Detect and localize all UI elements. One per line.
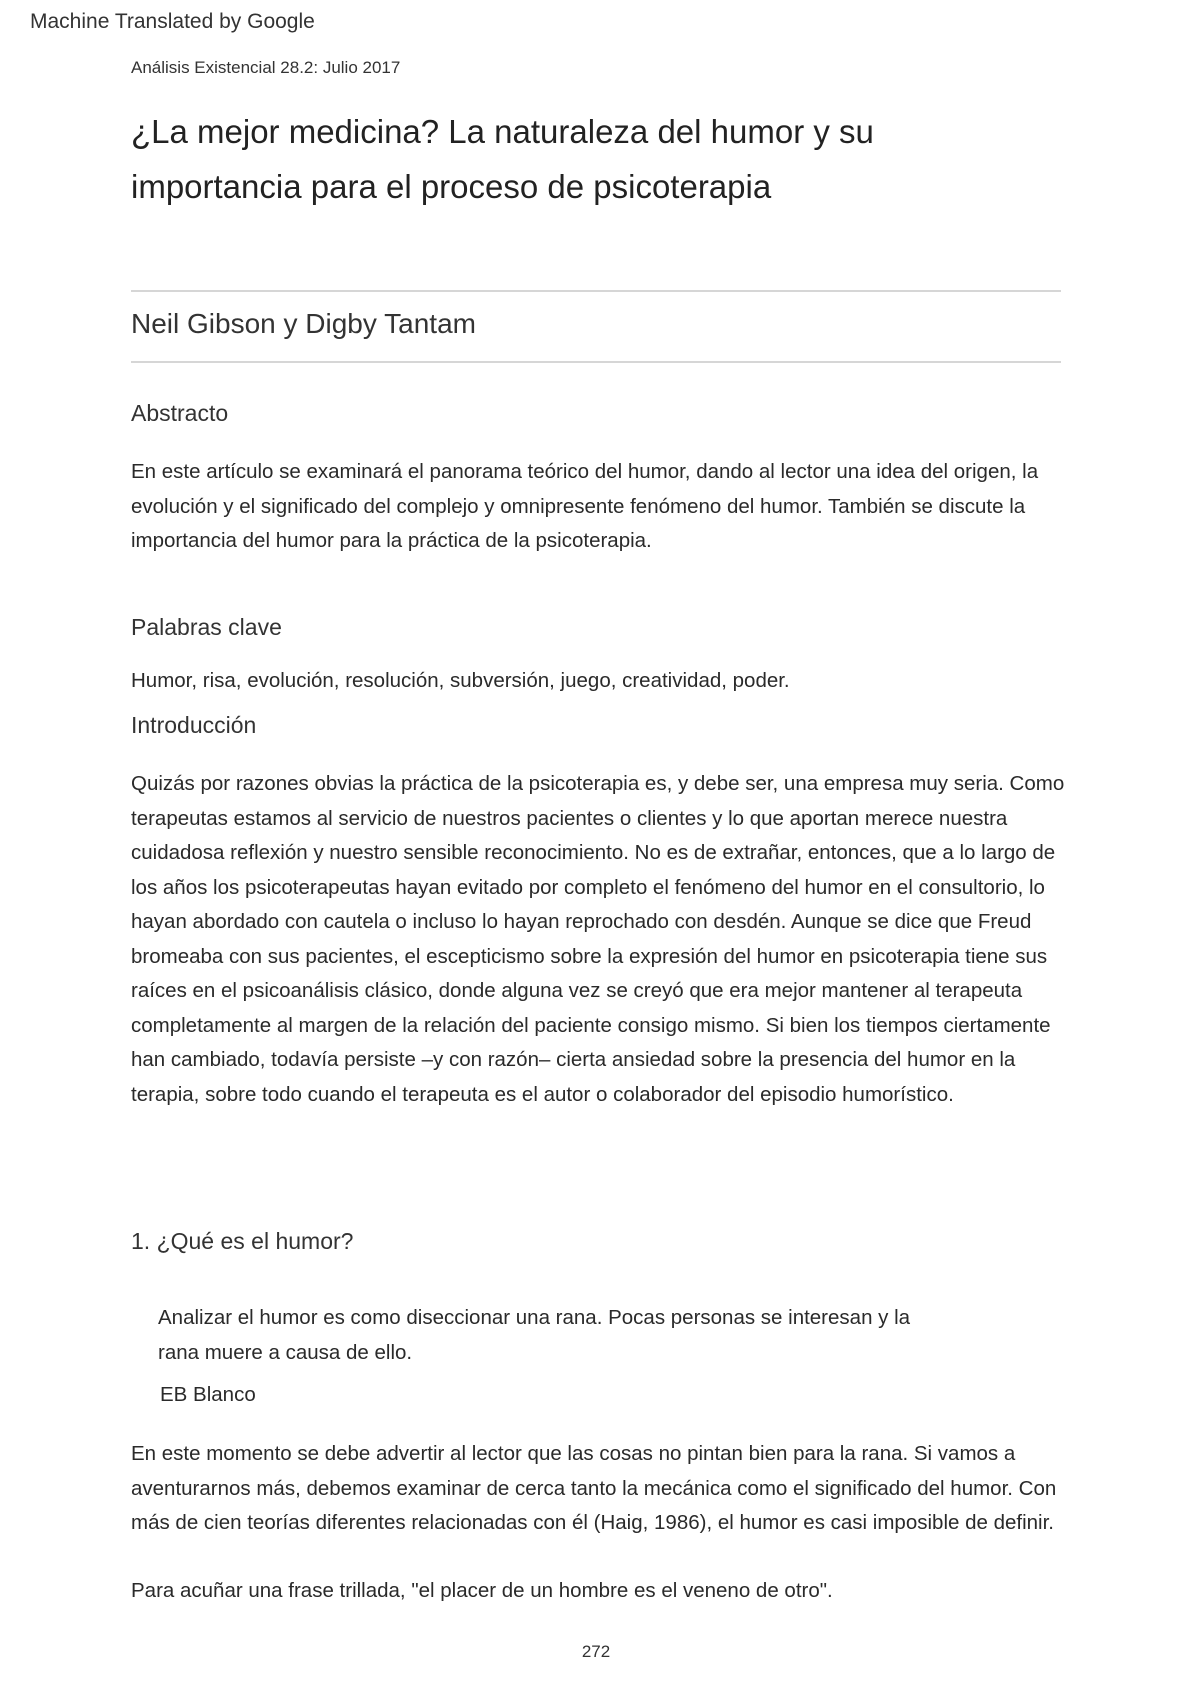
- epigraph-quote: Analizar el humor es como diseccionar una rana. Pocas personas se interesan y la rana muere a causa de ello.: [158, 1306, 911, 1364]
- journal-citation: Análisis Existencial 28.2: Julio 2017: [131, 58, 401, 77]
- section-1-heading: 1. ¿Qué es el humor?: [131, 1228, 354, 1254]
- abstract-text: En este artículo se examinará el panorama teórico del humor, dando al lector una idea del origen, la evolución y el significado del complejo y omnipresente fenómeno del humor. También se discute la importancia del humor para la práctica de la psicoterapia.: [131, 460, 1039, 552]
- paper-authors: Neil Gibson y Digby Tantam: [131, 308, 476, 339]
- authors-divider: [131, 361, 1061, 363]
- page-number: 272: [581, 1642, 611, 1661]
- machine-translation-watermark: Machine Translated by Google: [30, 10, 315, 33]
- keywords-heading: Palabras clave: [131, 614, 282, 640]
- abstract-heading: Abstracto: [131, 400, 229, 426]
- section-1-text: En este momento se debe advertir al lector que las cosas no pintan bien para la rana. Si vamos a aventurarnos más, debemos examinar de cerca tanto la mecánica como el significado del humor. Con más de cien teorías diferentes relacionadas con él (Haig, 1986), el humor es casi imposible de definir.: [131, 1442, 1057, 1534]
- introduction-text: Quizás por razones obvias la práctica de la psicoterapia es, y debe ser, una empresa muy seria. Como terapeutas estamos al servicio de nuestros pacientes o clientes y lo que aportan merece nuestra cuidadosa reflexión y nuestro sensible reconocimiento. No es de extrañar, entonces, que a lo largo de los años los psicoterapeutas hayan evitado por completo el fenómeno del humor en el consultorio, lo hayan abordado con cautela o incluso lo hayan reprochado con desdén. Aunque se dice que Freud bromeaba con sus pacientes, el escepticismo sobre la expresión del humor en psicoterapia tiene sus raíces en el psicoanálisis clásico, donde alguna vez se creyó que era mejor mantener al terapeuta completamente al margen de la relación del paciente consigo mismo. Si bien los tiempos ciertamente han cambiado, todavía persiste –y con razón– cierta ansiedad sobre la presencia del humor en la terapia, sobre todo cuando el terapeuta es el autor o colaborador del episodio humorístico.: [131, 772, 1065, 1106]
- epigraph-author: EB Blanco: [160, 1383, 256, 1406]
- title-divider: [131, 290, 1061, 292]
- paper-title: ¿La mejor medicina? La naturaleza del humor y su importancia para el proceso de psicoterapia: [131, 113, 874, 205]
- keywords-text: Humor, risa, evolución, resolución, subversión, juego, creatividad, poder.: [131, 669, 790, 692]
- section-1-text-continued: Para acuñar una frase trillada, "el placer de un hombre es el veneno de otro".: [131, 1579, 833, 1602]
- introduction-heading: Introducción: [131, 712, 257, 738]
